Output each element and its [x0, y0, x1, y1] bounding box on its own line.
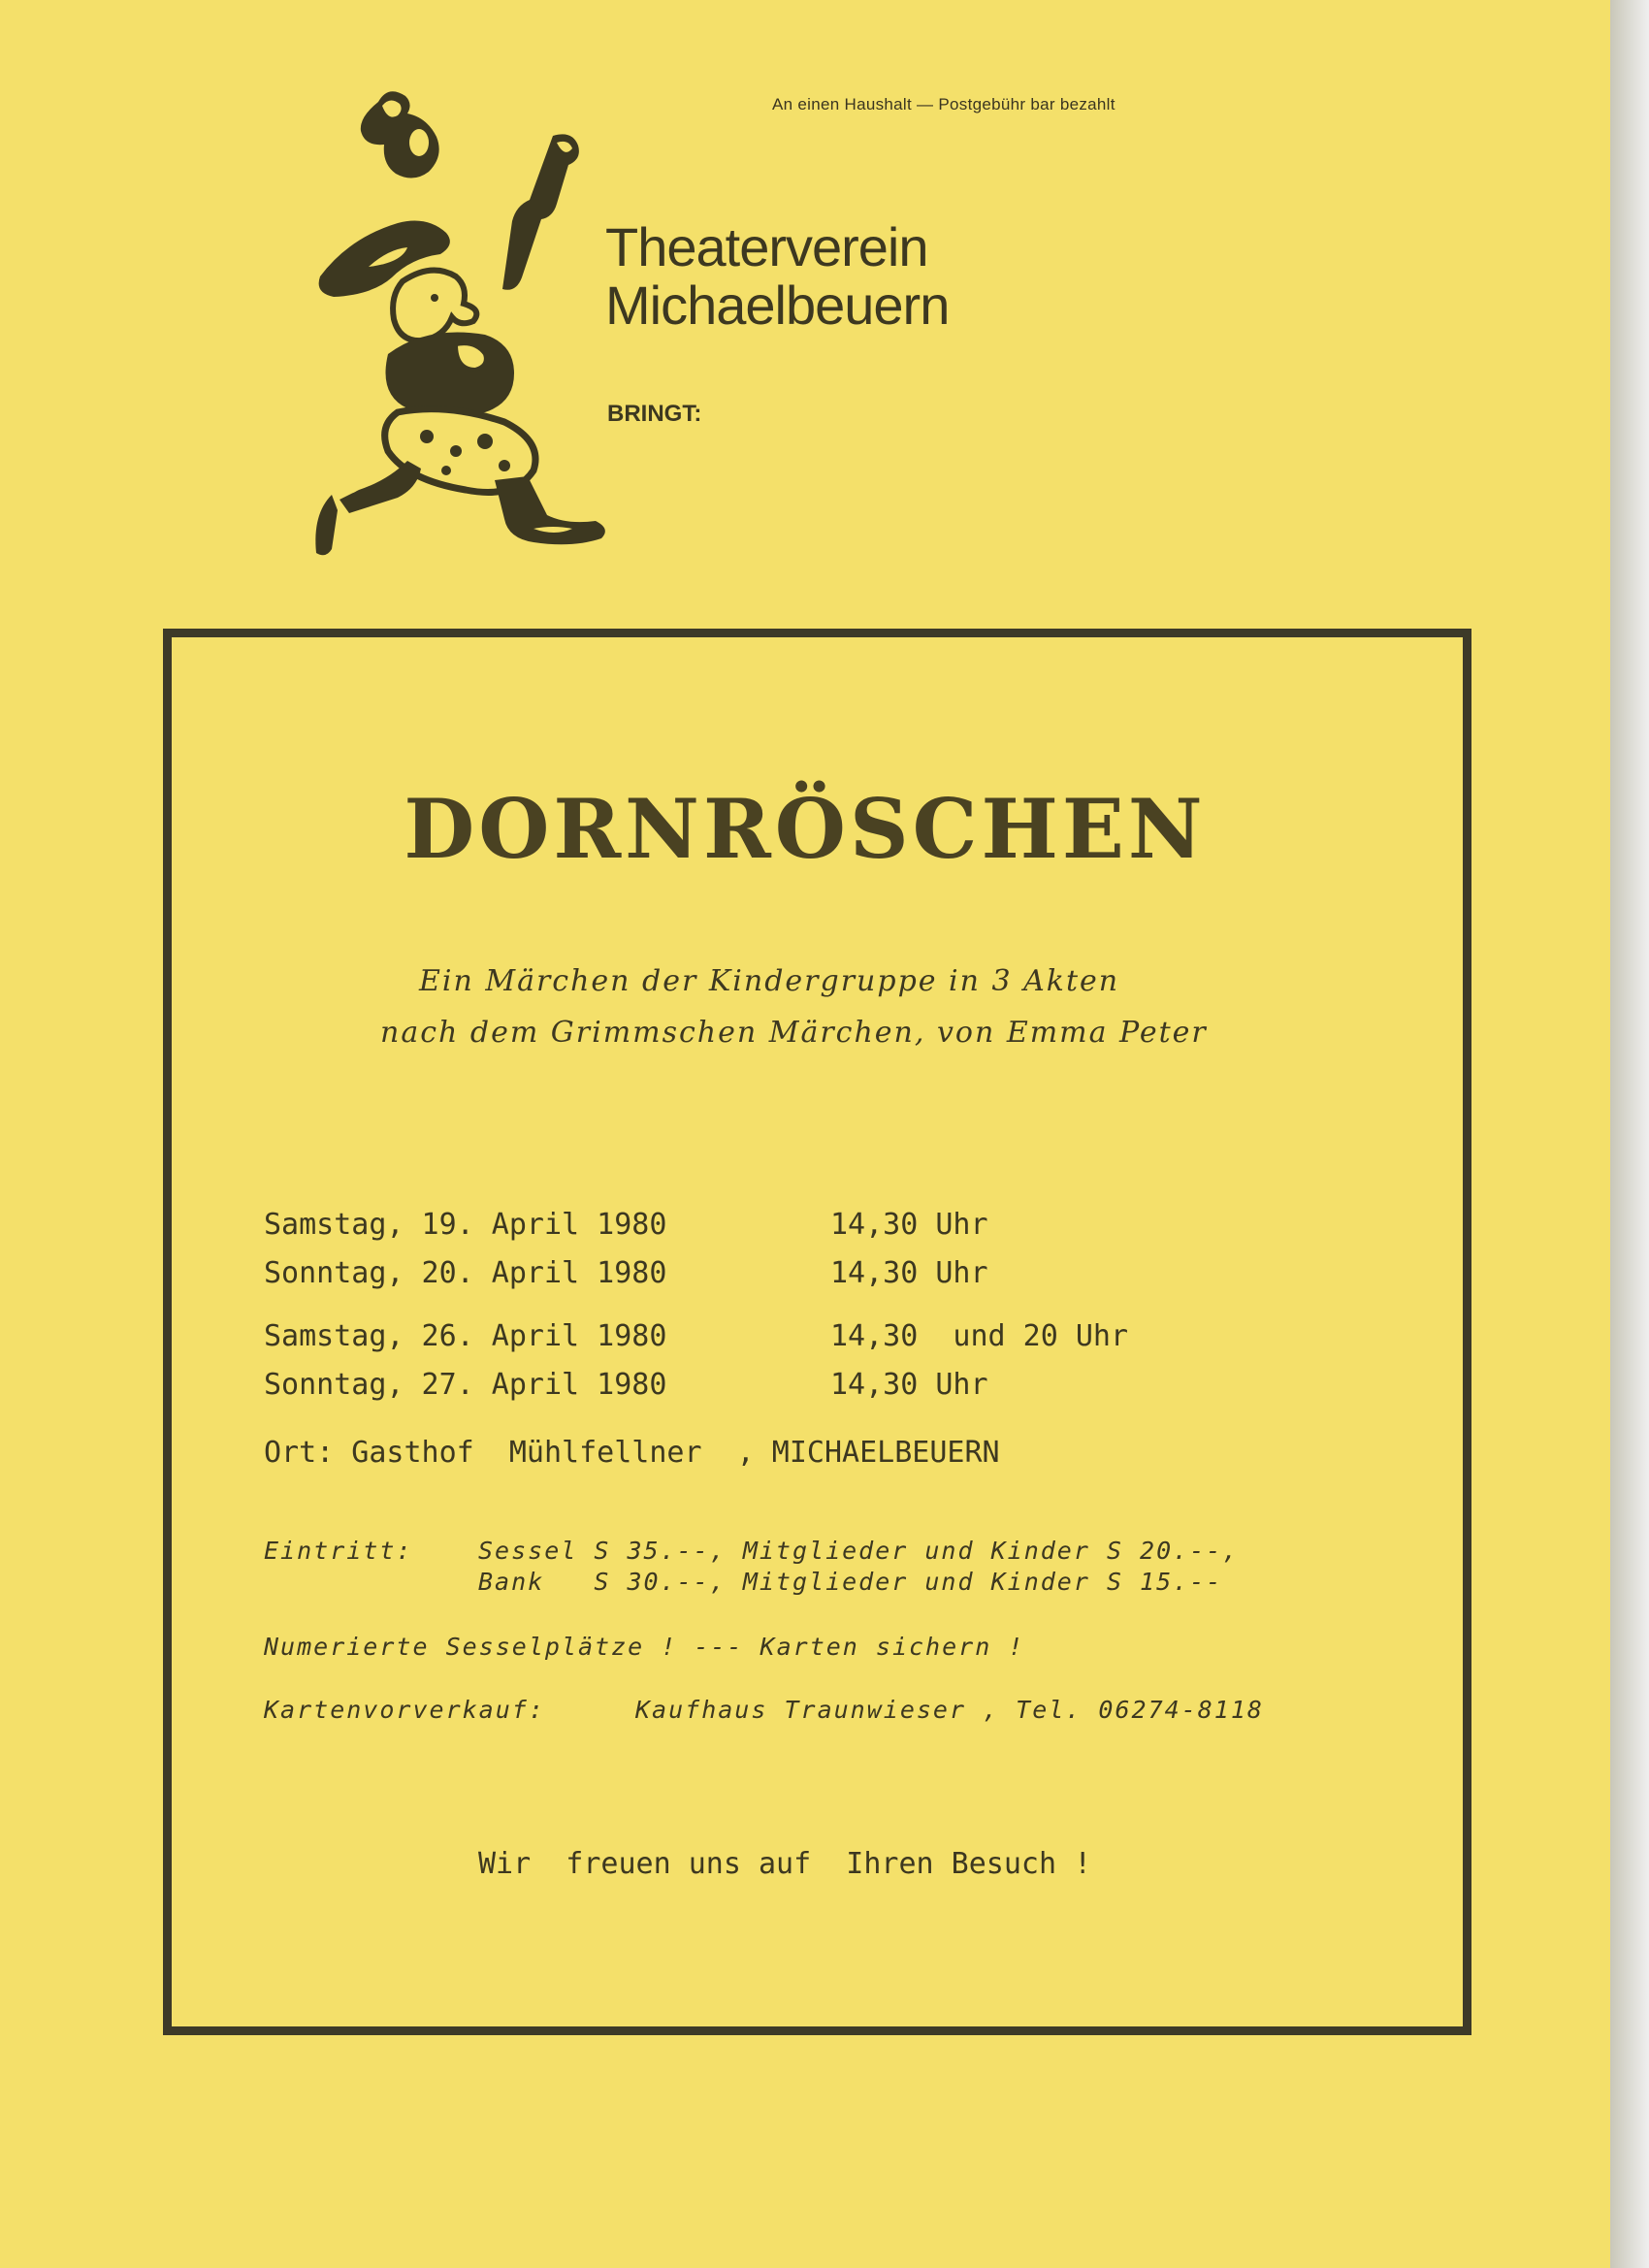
organization-name-line2: Michaelbeuern	[605, 275, 950, 336]
organization-name	[605, 218, 949, 335]
play-title: DORNRÖSCHEN	[404, 781, 1207, 877]
seating-note: Numerierte Sesselplätze ! --- Karten sichern !	[264, 1633, 1025, 1661]
admission-price-line1: Sessel S 35.--, Mitglieder und Kinder S 20.--,	[478, 1537, 1240, 1565]
closing-message: Wir freuen uns auf Ihren Besuch !	[478, 1847, 1092, 1881]
venue-location: Ort: Gasthof Mühlfellner , MICHAELBEUERN	[264, 1436, 1000, 1470]
play-subtitle-line2: nach dem Grimmschen Märchen, von Emma Peter	[380, 1016, 1208, 1050]
performance-time: 14,30 Uhr	[830, 1368, 988, 1402]
performance-date: Sonntag, 27. April 1980	[264, 1368, 667, 1402]
presents-label: BRINGT:	[607, 401, 702, 427]
postal-note: An einen Haushalt — Postgebühr bar bezahlt	[772, 95, 1116, 113]
admission-price-line2: Bank S 30.--, Mitglieder und Kinder S 15.--	[478, 1568, 1223, 1596]
organization-name-line1: Theaterverein	[605, 216, 928, 277]
jester-logo-icon	[310, 82, 630, 597]
performance-time: 14,30 Uhr	[830, 1208, 988, 1242]
performance-date: Samstag, 19. April 1980	[264, 1208, 667, 1242]
admission-label: Eintritt:	[264, 1537, 413, 1565]
presale-label: Kartenvorverkauf:	[264, 1696, 545, 1724]
performance-time: 14,30 Uhr	[830, 1256, 988, 1290]
play-subtitle-line1: Ein Märchen der Kindergruppe in 3 Akten	[419, 964, 1120, 998]
presale-value: Kaufhaus Traunwieser , Tel. 06274-8118	[635, 1696, 1264, 1724]
performance-date: Samstag, 26. April 1980	[264, 1319, 667, 1353]
performance-time: 14,30 und 20 Uhr	[830, 1319, 1129, 1353]
page-edge-shadow	[1610, 0, 1649, 2268]
performance-date: Sonntag, 20. April 1980	[264, 1256, 667, 1290]
